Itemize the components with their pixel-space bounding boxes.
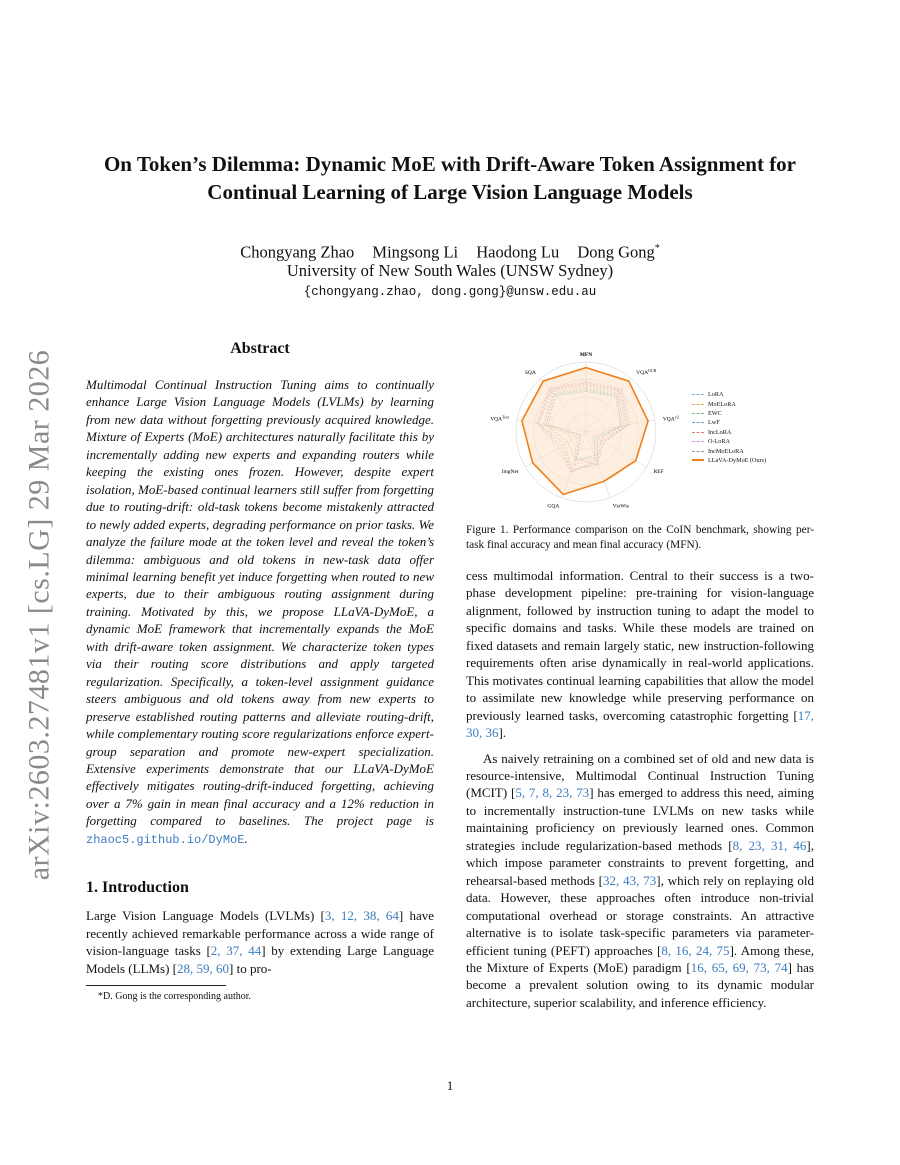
author-name: Mingsong Li xyxy=(372,242,459,262)
citation-link[interactable]: 8, 23, 31, 46 xyxy=(732,837,807,853)
legend-swatch xyxy=(692,422,704,423)
citation-link[interactable]: 5, 7, 8, 23, 73 xyxy=(515,785,590,801)
affiliation: University of New South Wales (UNSW Sydney) xyxy=(286,261,614,280)
citation-link[interactable]: 17, 30, 36 xyxy=(466,707,814,741)
corresponding-mark: * xyxy=(654,243,660,254)
chart-legend xyxy=(692,390,772,465)
arxiv-identifier: arXiv:2603.27481v1 [cs.LG] 29 Mar 2026 xyxy=(22,349,55,881)
legend-label: MoELoRA xyxy=(708,400,736,408)
left-column xyxy=(86,340,434,1002)
citation-link[interactable]: 32, 43, 73 xyxy=(603,872,657,888)
author-name: Haodong Lu xyxy=(476,242,560,262)
radar-chart xyxy=(476,340,696,520)
series-polygon-llava-dymoe-ours- xyxy=(522,368,648,495)
legend-item xyxy=(692,418,772,427)
figure-caption: Figure 1. Performance comparison on the CoIN benchmark, showing per-task final accuracy and mean final accuracy (MFN). xyxy=(466,524,814,551)
axis-label: MFN xyxy=(579,352,593,358)
legend-label: EWC xyxy=(708,409,722,417)
author-emails: {chongyang.zhao, dong.gong}@unsw.edu.au xyxy=(303,285,597,299)
legend-label: LoRA xyxy=(708,391,724,399)
legend-item xyxy=(692,428,772,437)
legend-swatch xyxy=(692,441,704,442)
legend-swatch xyxy=(692,413,704,414)
legend-swatch xyxy=(692,404,704,405)
legend-item xyxy=(692,446,772,455)
axis-label: $VQA^{v2}$ xyxy=(662,414,679,423)
author-name: Dong Gong xyxy=(577,242,655,262)
footnote: *D. Gong is the corresponding author. xyxy=(98,991,252,1003)
axis-label: $VQA^{Text}$ xyxy=(490,414,510,423)
legend-label: O-LoRA xyxy=(708,438,730,446)
legend-swatch xyxy=(692,432,704,433)
right-column xyxy=(466,340,814,1011)
legend-label: IncMoELoRA xyxy=(708,447,744,455)
abstract-body: Multimodal Continual Instruction Tuning aims to continually enhance Large Vision Language Models (LVLMs) by learning from new data without forgetting previously acquired knowledge. Mixture of Experts (MoE) architectures naturally facilitate this by incrementally adding new experts and expanding routers while keeping the existing ones frozen. However, despite expert isolation, MoE-based continual learners still suffer from forgetting due to routing-drift: old-task tokens become mistakenly attracted to newly added experts, degrading performance on prior tasks. We analyze the failure mode at the token level and reveal the token’s dilemma: ambiguous and old tokens in new-task data offer minimal learning benefit yet induce forgetting when routed to new experts, due to their ambiguous routing assignment during training. Motivated by this, we propose LLaVA-DyMoE, a dynamic MoE framework that incrementally expands the MoE with drift-aware token assignment. We characterize token types via their routing score distributions and apply targeted regularization. Specifically, a token-level assignment guidance steers ambiguous and old tokens away from new experts to preserve established routing patterns and alleviate routing-drift, while complementary routing score regularizations enforce expert-group separation and promote new-expert specialization. Extensive experiments demonstrate that our LLaVA-DyMoE effectively mitigates routing-drift-induced forgetting, achieving over a 7% gain in mean final accuracy and a 12% reduction in forgetting compared to baselines. The project page is zhaoc5.github.io/DyMoE. xyxy=(86,377,434,847)
citation-link[interactable]: 3, 12, 38, 64 xyxy=(324,908,399,924)
project-page-link[interactable]: zhaoc5.github.io/DyMoE xyxy=(86,832,245,847)
paper-title xyxy=(90,150,810,206)
body-paragraph: As naively retraining on a combined set of old and new data is resource-intensive, Multimodal Continual Instruction Tuning (MCIT) [5, 7, 8, 23, 73] has emerged to address this need, aiming to incrementally instruction-tune LVLMs on new tasks while maintaining proficiency on previously learned ones. Common strategies include regularization-based methods [8, 23, 31, 46], which impose parameter constraints to prevent forgetting, and rehearsal-based methods [32, 43, 73], which rely on replaying old data. However, these approaches often introduce non-trivial computational overhead or storage constraints. An attractive alternative is to isolate task-specific parameters via parameter-efficient tuning (PEFT) approaches [8, 16, 24, 75]. Among these, the Mixture of Experts (MoE) paradigm [16, 65, 69, 73, 74] has become a prevalent solution owing to its dynamic modular architecture, superior scalability, and inference efficiency. xyxy=(466,750,815,1010)
axis-label: GQA xyxy=(547,503,560,510)
legend-label: LwF xyxy=(708,419,720,427)
legend-label: LLaVA-DyMoE (Ours) xyxy=(708,456,767,464)
citation-link[interactable]: 8, 16, 24, 75 xyxy=(661,942,730,958)
legend-item xyxy=(692,437,772,446)
footnote-divider xyxy=(86,985,226,986)
legend-item xyxy=(692,456,772,465)
axis-label: VizWiz xyxy=(612,503,630,510)
citation-link[interactable]: 16, 65, 69, 73, 74 xyxy=(690,959,788,975)
legend-swatch xyxy=(692,394,704,395)
title-line-2: Continual Learning of Large Vision Language Models xyxy=(207,180,693,204)
axis-label: $VQA^{OCR}$ xyxy=(636,368,657,377)
citation-link[interactable]: 2, 37, 44 xyxy=(210,943,262,959)
body-paragraph: cess multimodal information. Central to their success is a two-phase development pipeline: pre-training for vision-language alignment, followed by instruction tuning to adapt the model to specific domains and tasks. While these models are trained on fixed datasets and remain largely static, new instruction-following requirements often arise dynamically in real-world applications. This motivates continual learning capabilities that allow the model to assimilate new knowledge while preserving performance on previously learned tasks, overcoming catastrophic forgetting [17, 30, 36]. xyxy=(466,568,814,741)
introduction-heading: 1. Introduction xyxy=(86,879,189,897)
page-number: 1 xyxy=(446,1078,454,1093)
legend-swatch xyxy=(692,451,704,452)
arxiv-side-stamp xyxy=(14,320,64,910)
citation-link[interactable]: 28, 59, 60 xyxy=(177,960,229,976)
legend-item xyxy=(692,390,772,399)
abstract-text: Multimodal Continual Instruction Tuning aims to continually enhance Large Vision Language Models (LVLMs) by learning from new data without forgetting previously acquired knowledge. Mixture of Experts (MoE) architectures naturally facilitate this by incrementally adding new experts and expanding routers while keeping the existing ones frozen. However, despite expert isolation, MoE-based continual learners still suffer from forgetting due to routing-drift: old-task tokens become mistakenly attracted to newly added experts, degrading performance on prior tasks. We analyze the failure mode at the token level and reveal the token’s dilemma: ambiguous and old tokens in new-task data offer minimal learning benefit yet induce forgetting when routed to new experts, due to their ambiguous routing assignment during training. Motivated by this, we propose LLaVA-DyMoE, a dynamic MoE framework that incrementally expands the MoE with drift-aware token assignment. We characterize token types via their routing score distributions and apply targeted regularization. Specifically, a token-level assignment guidance steers ambiguous and old tokens away from new experts to preserve established routing patterns and alleviate routing-drift, while complementary routing score regularizations enforce expert-group separation and promote new-expert specialization. Extensive experiments demonstrate that our LLaVA-DyMoE effectively mitigates routing-drift-induced forgetting, achieving over a 7% gain in mean final accuracy and a 12% reduction in forgetting compared to baselines. The project page is xyxy=(86,377,434,829)
legend-item xyxy=(692,399,772,408)
axis-label: ImgNet xyxy=(501,469,519,475)
axis-label: REF xyxy=(653,469,664,475)
abstract-heading: Abstract xyxy=(230,340,290,357)
intro-paragraph: Large Vision Language Models (LVLMs) [3, 12, 38, 64] have recently achieved remarkable performance across a wide range of vision-language tasks [2, 37, 44] by extending Large Language Models (LLMs) [28, 59, 60] to pro- xyxy=(86,908,435,976)
title-line-1: On Token’s Dilemma: Dynamic MoE with Drift-Aware Token Assignment for xyxy=(103,152,797,176)
figure-1 xyxy=(466,340,814,520)
legend-item xyxy=(692,409,772,418)
axis-label: SQA xyxy=(524,370,536,377)
legend-swatch xyxy=(692,459,704,461)
legend-label: IncLoRA xyxy=(708,428,732,436)
author-name: Chongyang Zhao xyxy=(240,242,355,262)
